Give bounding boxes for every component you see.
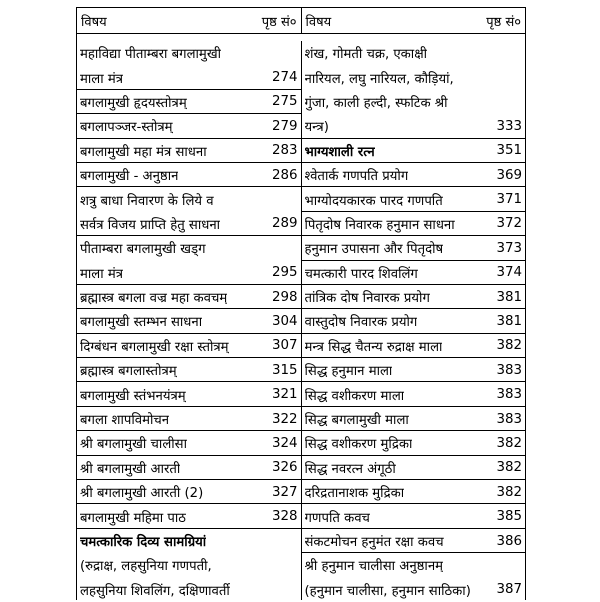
entry-title: गणपति कवच [304, 510, 370, 526]
toc-entry [302, 65, 526, 89]
entry-page-number: 382 [496, 460, 522, 476]
toc-entry [77, 309, 301, 333]
toc-entry [77, 285, 301, 309]
entry-title: श्वेतार्क गणपति प्रयोग [304, 169, 409, 185]
toc-entry [77, 553, 301, 577]
entry-title: सिद्ध वशीकरण माला [304, 388, 405, 404]
toc-entry [302, 553, 526, 577]
entry-title: श्री बगलामुखी आरती (2) [80, 486, 204, 502]
toc-entry [77, 456, 301, 480]
entry-page-number: 307 [271, 338, 298, 354]
entry-page-number: 351 [496, 143, 522, 159]
entry-title: बगलापञ्जर-स्तोत्रम् [80, 120, 173, 136]
entry-page-number: 383 [496, 362, 522, 378]
entry-title: (रुद्राक्ष, लहसुनिया गणपती, [80, 559, 212, 575]
entry-title: श्री हनुमान चालीसा अनुष्ठानम् [304, 559, 444, 575]
toc-entry [302, 456, 526, 480]
entry-title: चमत्कारिक दिव्य सामग्रियां [80, 535, 207, 550]
entry-page-number: 381 [496, 313, 522, 329]
entry-title: शत्रु बाधा निवारण के लिये व [80, 193, 214, 209]
toc-entry [302, 358, 526, 382]
toc-entry [302, 407, 526, 431]
entry-page-number: 333 [496, 118, 522, 134]
entry-title: वास्तुदोष निवारक प्रयोग [304, 315, 418, 331]
entry-page-number: 274 [271, 70, 298, 86]
header-page-label: पृष्ठ सं० [261, 14, 297, 30]
entry-title: माला मंत्र [80, 71, 124, 87]
entry-title: भाग्यशाली रत्न [304, 144, 375, 160]
toc-entry [302, 236, 526, 260]
entry-title: सिद्ध बगलामुखी माला [304, 413, 409, 429]
entry-title: श्री बगलामुखी आरती [80, 461, 181, 477]
entry-title: यन्त्र) [304, 120, 329, 136]
entry-page-number: 324 [271, 435, 298, 451]
toc-entry [77, 382, 301, 406]
entry-title: बगलामुखी महा मंत्र साधना [80, 144, 207, 160]
entry-page-number: 326 [271, 460, 298, 476]
entry-title: (हनुमान चालीसा, हनुमान साठिका) [304, 583, 471, 599]
entry-page-number: 321 [271, 387, 298, 403]
entry-title: सिद्ध वशीकरण मुद्रिका [304, 437, 413, 453]
toc-entry [302, 285, 526, 309]
entry-page-number: 372 [496, 216, 522, 232]
toc-entry [77, 163, 301, 187]
left-column [77, 41, 301, 600]
entry-title: लहसुनिया शिवलिंग, दक्षिणावर्ती [80, 583, 230, 599]
header-subject-label: विषय [81, 14, 107, 30]
toc-entry [302, 90, 526, 114]
entry-page-number: 386 [496, 533, 522, 549]
header-page-label: पृष्ठ सं० [486, 14, 521, 30]
entry-page-number: 289 [271, 216, 298, 232]
toc-entry [77, 41, 301, 65]
entry-page-number: 385 [496, 509, 522, 525]
toc-entry [302, 187, 526, 211]
toc-entry [302, 41, 526, 65]
table-header [77, 7, 525, 34]
toc-entry [302, 139, 526, 163]
entry-page-number: 283 [271, 143, 298, 159]
entry-page-number: 315 [271, 362, 298, 378]
toc-entry [77, 114, 301, 138]
toc-entry [77, 261, 301, 285]
toc-entry [77, 212, 301, 236]
toc-entry [77, 578, 301, 602]
entry-title: बगलामुखी - अनुष्ठान [80, 169, 179, 185]
entry-page-number: 327 [271, 484, 298, 500]
entry-page-number: 382 [496, 338, 522, 354]
entry-page-number: 279 [271, 118, 298, 134]
toc-entry [77, 236, 301, 260]
toc-entry [77, 504, 301, 528]
entry-page-number: 328 [271, 509, 298, 525]
entry-page-number: 381 [496, 289, 522, 305]
entry-title: दरिद्रतानाशक मुद्रिका [304, 486, 405, 502]
entry-page-number: 322 [271, 411, 298, 427]
toc-entry [77, 90, 301, 114]
entry-title: पितृदोष निवारक हनुमान साधना [304, 217, 455, 233]
entry-page-number: 275 [271, 94, 298, 110]
toc-entry [302, 382, 526, 406]
toc-entry [302, 212, 526, 236]
entry-page-number: 374 [496, 265, 522, 281]
entry-page-number: 369 [496, 167, 522, 183]
toc-entry [77, 529, 301, 553]
entry-page-number: 371 [496, 192, 522, 208]
toc-entry [302, 480, 526, 504]
toc-entry [77, 65, 301, 89]
toc-entry [302, 163, 526, 187]
entry-page-number: 382 [496, 484, 522, 500]
header-left [77, 8, 301, 33]
entry-title: बगलामुखी स्तंभनयंत्रम् [80, 388, 186, 404]
entry-title: पीताम्बरा बगलामुखी खड्ग [80, 242, 206, 258]
toc-entry [77, 358, 301, 382]
entry-title: दिग्बंधन बगलामुखी रक्षा स्तोत्रम् [80, 339, 229, 355]
entry-title: सिद्ध हनुमान माला [304, 364, 393, 380]
entry-page-number: 298 [271, 289, 298, 305]
entry-title: ब्रह्मास्त्र बगलास्तोत्रम् [80, 364, 177, 380]
entry-title: बगला शापविमोचन [80, 413, 170, 429]
entry-title: बगलामुखी स्तम्भन साधना [80, 315, 203, 331]
entry-title: हनुमान उपासना और पितृदोष [304, 242, 444, 258]
header-subject-label: विषय [305, 14, 332, 30]
table-of-contents [76, 7, 526, 600]
toc-entry [77, 334, 301, 358]
entry-title: नारियल, लघु नारियल, कौड़ियां, [304, 71, 454, 87]
toc-entry [302, 578, 526, 602]
entry-page-number: 382 [496, 435, 522, 451]
entry-page-number: 383 [496, 387, 522, 403]
entry-title: माला मंत्र [80, 266, 124, 282]
entry-title: संकटमोचन हनुमंत रक्षा कवच [304, 535, 444, 550]
right-column [301, 41, 526, 600]
toc-entry [302, 504, 526, 528]
entry-title: बगलामुखी महिमा पाठ [80, 510, 186, 526]
toc-entry [77, 431, 301, 455]
entry-page-number: 387 [496, 582, 522, 598]
toc-entry [302, 114, 526, 138]
entry-page-number: 373 [496, 240, 522, 256]
entry-title: ब्रह्मास्त्र बगला वज्र महा कवचम् [80, 291, 228, 307]
header-right [301, 8, 526, 33]
toc-entry [302, 334, 526, 358]
entry-page-number: 383 [496, 411, 522, 427]
entry-title: गुंजा, काली हल्दी, स्फटिक श्री [304, 95, 448, 111]
toc-entry [302, 309, 526, 333]
entry-title: चमत्कारी पारद शिवलिंग [304, 266, 418, 282]
entry-title: बगलामुखी हृदयस्तोत्रम् [80, 95, 187, 111]
toc-entry [302, 529, 526, 553]
entry-title: तांत्रिक दोष निवारक प्रयोग [304, 291, 430, 307]
entry-title: महाविद्या पीताम्बरा बगलामुखी [80, 47, 222, 63]
toc-entry [302, 431, 526, 455]
entry-title: श्री बगलामुखी चालीसा [80, 437, 188, 453]
entry-title: भाग्योदयकारक पारद गणपति [304, 193, 443, 209]
entry-page-number: 295 [271, 265, 298, 281]
toc-entry [77, 187, 301, 211]
toc-entry [77, 139, 301, 163]
entry-page-number: 286 [271, 167, 298, 183]
toc-entry [77, 480, 301, 504]
entry-title: मन्त्र सिद्ध चैतन्य रुद्राक्ष माला [304, 339, 443, 355]
toc-entry [77, 407, 301, 431]
entry-title: शंख, गोमती चक्र, एकाक्षी [304, 47, 428, 63]
entry-title: सर्वत्र विजय प्राप्ति हेतु साधना [80, 217, 221, 233]
entry-page-number: 304 [271, 313, 298, 329]
toc-columns [77, 41, 525, 600]
entry-title: सिद्ध नवरत्न अंगूठी [304, 461, 396, 477]
toc-entry [302, 261, 526, 285]
